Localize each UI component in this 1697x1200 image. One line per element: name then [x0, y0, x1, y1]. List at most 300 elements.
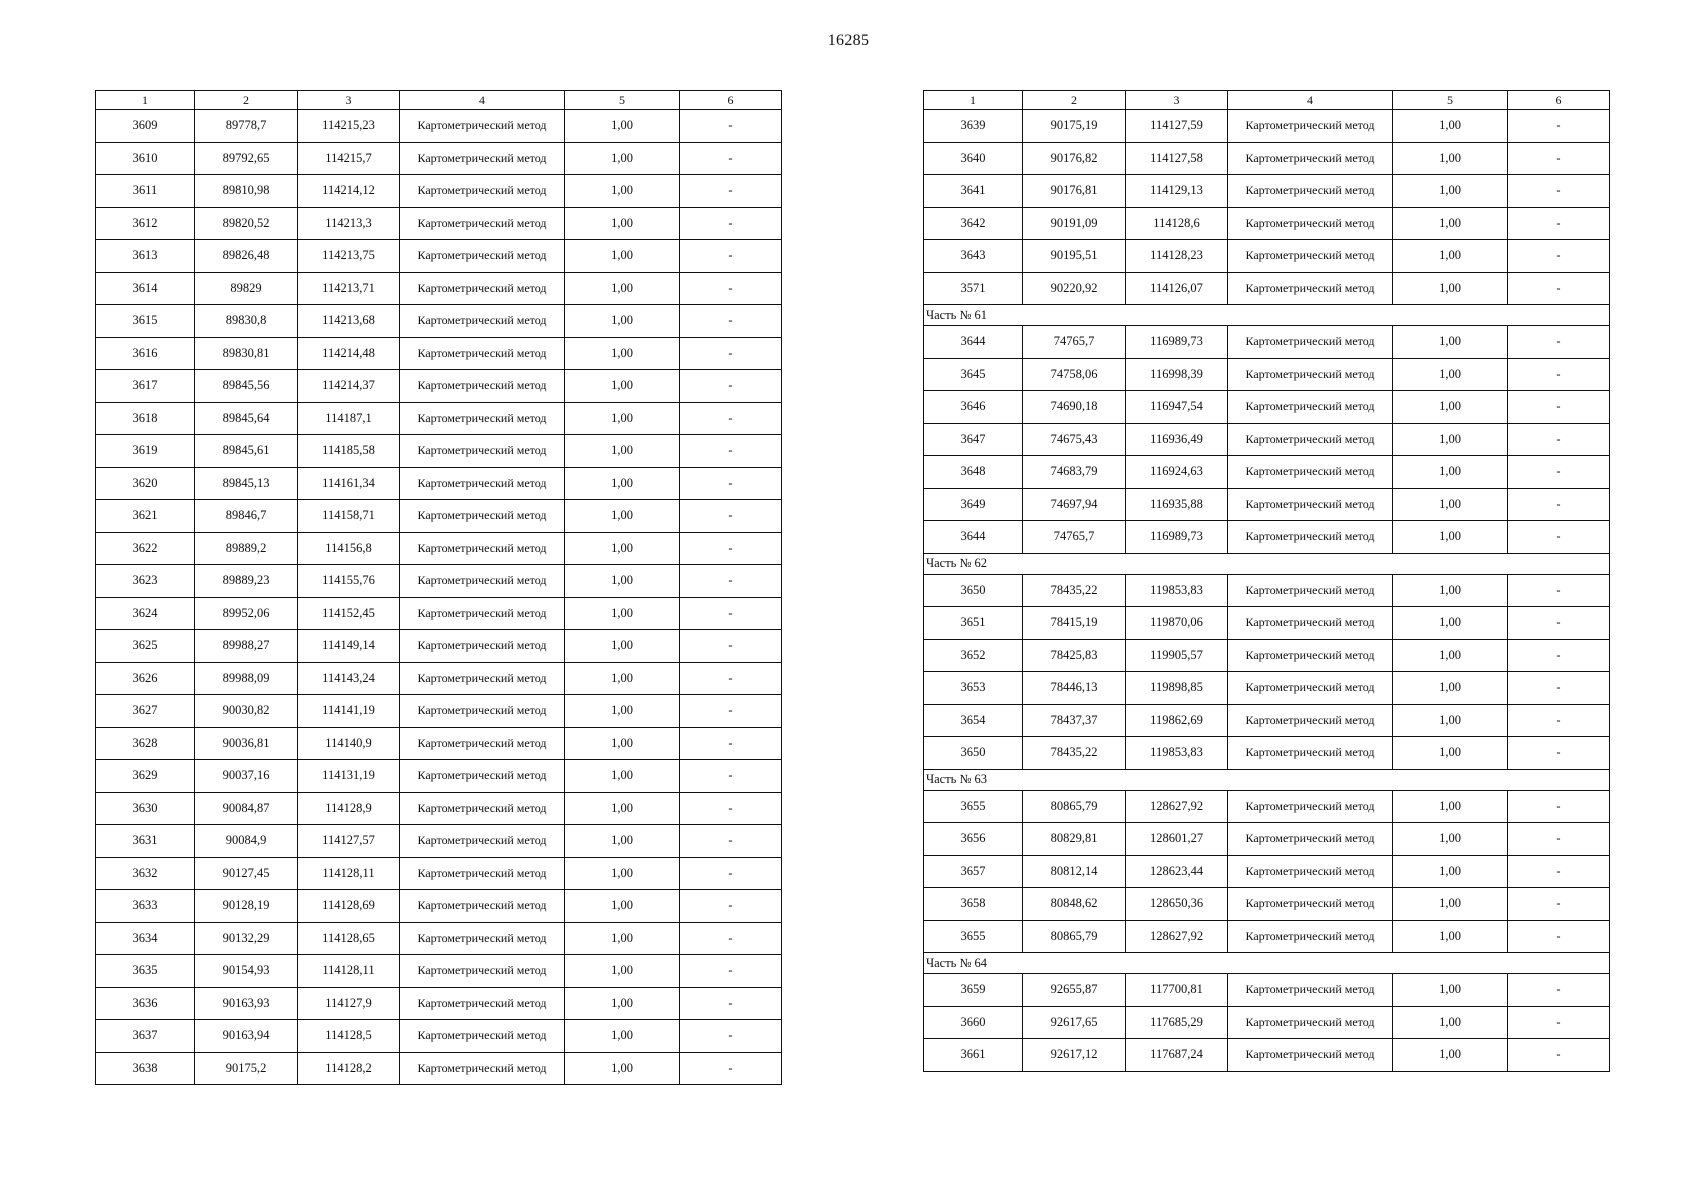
point-number-cell: 3609 [96, 110, 195, 143]
method-cell: Картометрический метод [400, 305, 565, 338]
table-body [96, 110, 782, 1085]
table-row [924, 358, 1610, 391]
point-number-cell: 3644 [924, 326, 1023, 359]
table-row [924, 326, 1610, 359]
accuracy-cell: 1,00 [1393, 110, 1508, 143]
part-heading: Часть № 63 [924, 769, 1610, 790]
table-row [96, 272, 782, 305]
description-cell: - [680, 760, 782, 793]
x-coordinate-cell: 89792,65 [195, 142, 298, 175]
column-header-4: 4 [400, 91, 565, 110]
x-coordinate-cell: 78425,83 [1023, 639, 1126, 672]
column-header-5: 5 [565, 91, 680, 110]
accuracy-cell: 1,00 [1393, 488, 1508, 521]
point-number-cell: 3621 [96, 500, 195, 533]
part-heading-row [924, 305, 1610, 326]
description-cell: - [680, 565, 782, 598]
accuracy-cell: 1,00 [565, 467, 680, 500]
description-cell: - [1508, 574, 1610, 607]
accuracy-cell: 1,00 [565, 305, 680, 338]
description-cell: - [680, 532, 782, 565]
point-number-cell: 3623 [96, 565, 195, 598]
method-cell: Картометрический метод [1228, 423, 1393, 456]
x-coordinate-cell: 90175,19 [1023, 110, 1126, 143]
method-cell: Картометрический метод [1228, 488, 1393, 521]
table-row [924, 456, 1610, 489]
description-cell: - [1508, 823, 1610, 856]
x-coordinate-cell: 89810,98 [195, 175, 298, 208]
accuracy-cell: 1,00 [565, 532, 680, 565]
point-number-cell: 3634 [96, 922, 195, 955]
method-cell: Картометрический метод [1228, 358, 1393, 391]
x-coordinate-cell: 90220,92 [1023, 272, 1126, 305]
x-coordinate-cell: 89845,56 [195, 370, 298, 403]
accuracy-cell: 1,00 [565, 565, 680, 598]
table-row [924, 574, 1610, 607]
description-cell: - [680, 337, 782, 370]
accuracy-cell: 1,00 [1393, 240, 1508, 273]
x-coordinate-cell: 90036,81 [195, 727, 298, 760]
part-heading: Часть № 64 [924, 953, 1610, 974]
table-row [924, 110, 1610, 143]
x-coordinate-cell: 90163,93 [195, 987, 298, 1020]
description-cell: - [1508, 672, 1610, 705]
method-cell: Картометрический метод [400, 760, 565, 793]
accuracy-cell: 1,00 [565, 857, 680, 890]
point-number-cell: 3629 [96, 760, 195, 793]
table-row [96, 630, 782, 663]
part-heading: Часть № 62 [924, 553, 1610, 574]
y-coordinate-cell: 114128,11 [298, 857, 400, 890]
x-coordinate-cell: 78415,19 [1023, 607, 1126, 640]
point-number-cell: 3656 [924, 823, 1023, 856]
accuracy-cell: 1,00 [1393, 423, 1508, 456]
x-coordinate-cell: 74675,43 [1023, 423, 1126, 456]
description-cell: - [680, 272, 782, 305]
method-cell: Картометрический метод [400, 695, 565, 728]
method-cell: Картометрический метод [400, 987, 565, 1020]
table-row [96, 532, 782, 565]
column-header-5: 5 [1393, 91, 1508, 110]
accuracy-cell: 1,00 [565, 1052, 680, 1085]
y-coordinate-cell: 117687,24 [1126, 1039, 1228, 1072]
method-cell: Картометрический метод [400, 630, 565, 663]
point-number-cell: 3611 [96, 175, 195, 208]
method-cell: Картометрический метод [400, 207, 565, 240]
description-cell: - [680, 175, 782, 208]
method-cell: Картометрический метод [400, 435, 565, 468]
x-coordinate-cell: 74758,06 [1023, 358, 1126, 391]
accuracy-cell: 1,00 [565, 955, 680, 988]
method-cell: Картометрический метод [400, 142, 565, 175]
y-coordinate-cell: 114129,13 [1126, 175, 1228, 208]
accuracy-cell: 1,00 [565, 142, 680, 175]
column-header-2: 2 [195, 91, 298, 110]
x-coordinate-cell: 90127,45 [195, 857, 298, 890]
method-cell: Картометрический метод [1228, 240, 1393, 273]
description-cell: - [1508, 704, 1610, 737]
y-coordinate-cell: 116989,73 [1126, 326, 1228, 359]
table-row [924, 704, 1610, 737]
description-cell: - [680, 1020, 782, 1053]
table-row [924, 142, 1610, 175]
point-number-cell: 3660 [924, 1006, 1023, 1039]
point-number-cell: 3628 [96, 727, 195, 760]
y-coordinate-cell: 114128,9 [298, 792, 400, 825]
table-row [96, 337, 782, 370]
method-cell: Картометрический метод [400, 240, 565, 273]
point-number-cell: 3615 [96, 305, 195, 338]
point-number-cell: 3649 [924, 488, 1023, 521]
point-number-cell: 3657 [924, 855, 1023, 888]
table-row [96, 1020, 782, 1053]
method-cell: Картометрический метод [1228, 456, 1393, 489]
table-row [96, 792, 782, 825]
method-cell: Картометрический метод [1228, 974, 1393, 1007]
y-coordinate-cell: 114152,45 [298, 597, 400, 630]
x-coordinate-cell: 74690,18 [1023, 391, 1126, 424]
table-row [96, 110, 782, 143]
y-coordinate-cell: 114128,2 [298, 1052, 400, 1085]
method-cell: Картометрический метод [400, 890, 565, 923]
x-coordinate-cell: 90191,09 [1023, 207, 1126, 240]
y-coordinate-cell: 116998,39 [1126, 358, 1228, 391]
method-cell: Картометрический метод [400, 175, 565, 208]
point-number-cell: 3626 [96, 662, 195, 695]
point-number-cell: 3658 [924, 888, 1023, 921]
x-coordinate-cell: 92655,87 [1023, 974, 1126, 1007]
part-heading: Часть № 61 [924, 305, 1610, 326]
y-coordinate-cell: 114213,68 [298, 305, 400, 338]
method-cell: Картометрический метод [1228, 920, 1393, 953]
method-cell: Картометрический метод [400, 565, 565, 598]
x-coordinate-cell: 74765,7 [1023, 326, 1126, 359]
x-coordinate-cell: 90132,29 [195, 922, 298, 955]
table-row [96, 727, 782, 760]
point-number-cell: 3612 [96, 207, 195, 240]
accuracy-cell: 1,00 [1393, 639, 1508, 672]
accuracy-cell: 1,00 [565, 110, 680, 143]
point-number-cell: 3617 [96, 370, 195, 403]
part-heading-row [924, 769, 1610, 790]
method-cell: Картометрический метод [1228, 790, 1393, 823]
page-number: 16285 [827, 32, 870, 49]
accuracy-cell: 1,00 [1393, 790, 1508, 823]
table-row [924, 607, 1610, 640]
method-cell: Картометрический метод [400, 272, 565, 305]
description-cell: - [680, 597, 782, 630]
x-coordinate-cell: 90037,16 [195, 760, 298, 793]
x-coordinate-cell: 89988,27 [195, 630, 298, 663]
x-coordinate-cell: 90163,94 [195, 1020, 298, 1053]
table-row [96, 370, 782, 403]
description-cell: - [680, 1052, 782, 1085]
method-cell: Картометрический метод [1228, 391, 1393, 424]
table-row [924, 207, 1610, 240]
point-number-cell: 3653 [924, 672, 1023, 705]
accuracy-cell: 1,00 [1393, 326, 1508, 359]
description-cell: - [1508, 737, 1610, 770]
description-cell: - [680, 662, 782, 695]
method-cell: Картометрический метод [400, 370, 565, 403]
accuracy-cell: 1,00 [565, 1020, 680, 1053]
y-coordinate-cell: 116947,54 [1126, 391, 1228, 424]
description-cell: - [680, 435, 782, 468]
y-coordinate-cell: 114215,7 [298, 142, 400, 175]
y-coordinate-cell: 117685,29 [1126, 1006, 1228, 1039]
point-number-cell: 3650 [924, 737, 1023, 770]
table-row [96, 142, 782, 175]
point-number-cell: 3651 [924, 607, 1023, 640]
x-coordinate-cell: 89845,64 [195, 402, 298, 435]
x-coordinate-cell: 74765,7 [1023, 521, 1126, 554]
table-row [96, 857, 782, 890]
accuracy-cell: 1,00 [565, 695, 680, 728]
description-cell: - [1508, 488, 1610, 521]
point-number-cell: 3639 [924, 110, 1023, 143]
accuracy-cell: 1,00 [565, 890, 680, 923]
description-cell: - [680, 890, 782, 923]
description-cell: - [680, 240, 782, 273]
table-row [924, 175, 1610, 208]
x-coordinate-cell: 89889,23 [195, 565, 298, 598]
accuracy-cell: 1,00 [565, 597, 680, 630]
y-coordinate-cell: 128623,44 [1126, 855, 1228, 888]
table-header-row [924, 91, 1610, 110]
description-cell: - [680, 857, 782, 890]
x-coordinate-cell: 89845,61 [195, 435, 298, 468]
description-cell: - [680, 955, 782, 988]
y-coordinate-cell: 128601,27 [1126, 823, 1228, 856]
table-row [924, 790, 1610, 823]
point-number-cell: 3619 [96, 435, 195, 468]
y-coordinate-cell: 114214,12 [298, 175, 400, 208]
description-cell: - [680, 792, 782, 825]
method-cell: Картометрический метод [400, 402, 565, 435]
point-number-cell: 3638 [96, 1052, 195, 1085]
description-cell: - [1508, 639, 1610, 672]
accuracy-cell: 1,00 [565, 727, 680, 760]
point-number-cell: 3633 [96, 890, 195, 923]
accuracy-cell: 1,00 [565, 922, 680, 955]
x-coordinate-cell: 92617,65 [1023, 1006, 1126, 1039]
method-cell: Картометрический метод [1228, 175, 1393, 208]
table-header-row [96, 91, 782, 110]
description-cell: - [680, 630, 782, 663]
y-coordinate-cell: 114128,5 [298, 1020, 400, 1053]
point-number-cell: 3645 [924, 358, 1023, 391]
description-cell: - [680, 987, 782, 1020]
accuracy-cell: 1,00 [565, 337, 680, 370]
y-coordinate-cell: 119905,57 [1126, 639, 1228, 672]
accuracy-cell: 1,00 [565, 792, 680, 825]
x-coordinate-cell: 89845,13 [195, 467, 298, 500]
description-cell: - [1508, 521, 1610, 554]
method-cell: Картометрический метод [400, 110, 565, 143]
x-coordinate-cell: 89829 [195, 272, 298, 305]
point-number-cell: 3632 [96, 857, 195, 890]
table-row [96, 435, 782, 468]
point-number-cell: 3650 [924, 574, 1023, 607]
x-coordinate-cell: 89820,52 [195, 207, 298, 240]
point-number-cell: 3630 [96, 792, 195, 825]
description-cell: - [1508, 855, 1610, 888]
y-coordinate-cell: 119870,06 [1126, 607, 1228, 640]
point-number-cell: 3646 [924, 391, 1023, 424]
x-coordinate-cell: 90128,19 [195, 890, 298, 923]
method-cell: Картометрический метод [400, 922, 565, 955]
x-coordinate-cell: 78446,13 [1023, 672, 1126, 705]
y-coordinate-cell: 114214,48 [298, 337, 400, 370]
y-coordinate-cell: 114156,8 [298, 532, 400, 565]
method-cell: Картометрический метод [1228, 207, 1393, 240]
y-coordinate-cell: 128627,92 [1126, 790, 1228, 823]
point-number-cell: 3661 [924, 1039, 1023, 1072]
accuracy-cell: 1,00 [565, 272, 680, 305]
accuracy-cell: 1,00 [565, 987, 680, 1020]
y-coordinate-cell: 128650,36 [1126, 888, 1228, 921]
table-row [96, 955, 782, 988]
y-coordinate-cell: 114149,14 [298, 630, 400, 663]
accuracy-cell: 1,00 [1393, 207, 1508, 240]
table-row [96, 987, 782, 1020]
table-row [924, 488, 1610, 521]
point-number-cell: 3625 [96, 630, 195, 663]
y-coordinate-cell: 128627,92 [1126, 920, 1228, 953]
x-coordinate-cell: 89826,48 [195, 240, 298, 273]
y-coordinate-cell: 114128,6 [1126, 207, 1228, 240]
x-coordinate-cell: 89830,81 [195, 337, 298, 370]
accuracy-cell: 1,00 [565, 662, 680, 695]
point-number-cell: 3659 [924, 974, 1023, 1007]
x-coordinate-cell: 78435,22 [1023, 574, 1126, 607]
accuracy-cell: 1,00 [565, 207, 680, 240]
point-number-cell: 3643 [924, 240, 1023, 273]
description-cell: - [680, 695, 782, 728]
description-cell: - [1508, 423, 1610, 456]
y-coordinate-cell: 114161,34 [298, 467, 400, 500]
point-number-cell: 3622 [96, 532, 195, 565]
y-coordinate-cell: 114187,1 [298, 402, 400, 435]
method-cell: Картометрический метод [1228, 574, 1393, 607]
accuracy-cell: 1,00 [565, 175, 680, 208]
description-cell: - [680, 727, 782, 760]
accuracy-cell: 1,00 [1393, 607, 1508, 640]
description-cell: - [680, 142, 782, 175]
accuracy-cell: 1,00 [1393, 272, 1508, 305]
method-cell: Картометрический метод [1228, 1039, 1393, 1072]
point-number-cell: 3644 [924, 521, 1023, 554]
point-number-cell: 3652 [924, 639, 1023, 672]
point-number-cell: 3655 [924, 920, 1023, 953]
table-row [924, 855, 1610, 888]
x-coordinate-cell: 78437,37 [1023, 704, 1126, 737]
table-row [924, 737, 1610, 770]
y-coordinate-cell: 116924,63 [1126, 456, 1228, 489]
point-number-cell: 3647 [924, 423, 1023, 456]
description-cell: - [1508, 888, 1610, 921]
table-row [96, 922, 782, 955]
part-heading-row [924, 553, 1610, 574]
x-coordinate-cell: 80848,62 [1023, 888, 1126, 921]
accuracy-cell: 1,00 [1393, 142, 1508, 175]
point-number-cell: 3618 [96, 402, 195, 435]
table-row [96, 240, 782, 273]
x-coordinate-cell: 90175,2 [195, 1052, 298, 1085]
description-cell: - [680, 207, 782, 240]
table-row [924, 391, 1610, 424]
table-body [924, 110, 1610, 1072]
accuracy-cell: 1,00 [1393, 358, 1508, 391]
table-row [924, 672, 1610, 705]
description-cell: - [1508, 1039, 1610, 1072]
description-cell: - [680, 922, 782, 955]
accuracy-cell: 1,00 [565, 402, 680, 435]
accuracy-cell: 1,00 [1393, 1006, 1508, 1039]
y-coordinate-cell: 114128,69 [298, 890, 400, 923]
y-coordinate-cell: 114143,24 [298, 662, 400, 695]
x-coordinate-cell: 90154,93 [195, 955, 298, 988]
accuracy-cell: 1,00 [565, 825, 680, 858]
x-coordinate-cell: 90084,87 [195, 792, 298, 825]
method-cell: Картометрический метод [1228, 142, 1393, 175]
description-cell: - [1508, 456, 1610, 489]
x-coordinate-cell: 92617,12 [1023, 1039, 1126, 1072]
accuracy-cell: 1,00 [1393, 737, 1508, 770]
y-coordinate-cell: 119853,83 [1126, 737, 1228, 770]
point-number-cell: 3637 [96, 1020, 195, 1053]
x-coordinate-cell: 90176,82 [1023, 142, 1126, 175]
description-cell: - [1508, 607, 1610, 640]
y-coordinate-cell: 114213,75 [298, 240, 400, 273]
accuracy-cell: 1,00 [1393, 456, 1508, 489]
point-number-cell: 3635 [96, 955, 195, 988]
y-coordinate-cell: 114213,3 [298, 207, 400, 240]
method-cell: Картометрический метод [1228, 855, 1393, 888]
column-header-1: 1 [924, 91, 1023, 110]
method-cell: Картометрический метод [400, 597, 565, 630]
x-coordinate-cell: 74683,79 [1023, 456, 1126, 489]
column-header-1: 1 [96, 91, 195, 110]
point-number-cell: 3571 [924, 272, 1023, 305]
description-cell: - [1508, 920, 1610, 953]
table-row [924, 423, 1610, 456]
y-coordinate-cell: 114155,76 [298, 565, 400, 598]
point-number-cell: 3636 [96, 987, 195, 1020]
accuracy-cell: 1,00 [1393, 391, 1508, 424]
table-row [96, 305, 782, 338]
y-coordinate-cell: 116935,88 [1126, 488, 1228, 521]
y-coordinate-cell: 114215,23 [298, 110, 400, 143]
point-number-cell: 3648 [924, 456, 1023, 489]
table-row [924, 920, 1610, 953]
method-cell: Картометрический метод [400, 955, 565, 988]
description-cell: - [1508, 974, 1610, 1007]
accuracy-cell: 1,00 [1393, 175, 1508, 208]
method-cell: Картометрический метод [1228, 110, 1393, 143]
x-coordinate-cell: 89778,7 [195, 110, 298, 143]
point-number-cell: 3613 [96, 240, 195, 273]
description-cell: - [1508, 358, 1610, 391]
accuracy-cell: 1,00 [1393, 672, 1508, 705]
y-coordinate-cell: 114140,9 [298, 727, 400, 760]
x-coordinate-cell: 89952,06 [195, 597, 298, 630]
column-header-4: 4 [1228, 91, 1393, 110]
accuracy-cell: 1,00 [1393, 920, 1508, 953]
method-cell: Картометрический метод [1228, 1006, 1393, 1039]
table-row [96, 467, 782, 500]
description-cell: - [1508, 207, 1610, 240]
